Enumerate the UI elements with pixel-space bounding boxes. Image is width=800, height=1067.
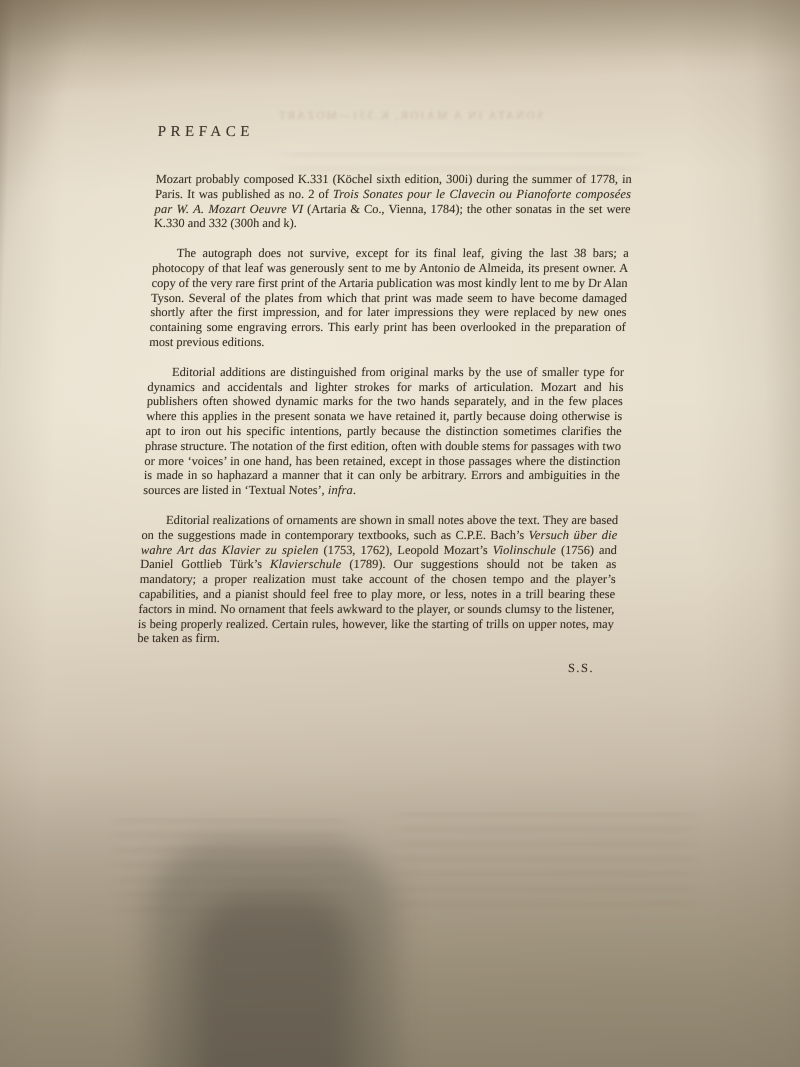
body-text: (Artaria & Co., Vienna, 1784); the other sonatas in the set were K.330 and 332 (300h and k). <box>153 201 631 231</box>
italic-title-text: Violinschule <box>492 542 557 557</box>
author-initials: S.S. <box>567 661 595 676</box>
italic-title-text: infra <box>327 483 354 498</box>
page-fold-shadow <box>0 0 122 366</box>
page-left-edge <box>0 0 90 1067</box>
body-text: (1756) and Daniel Gottlieb Türk’s <box>140 542 618 572</box>
italic-title-text: Versuch über die wahre Art das Klavier zu spielen <box>140 527 618 557</box>
preface-paragraph <box>143 365 624 498</box>
preface-text-block <box>136 124 634 676</box>
body-text: Mozart probably composed K.331 (Köchel sixth edition, 300i) during the summer of 1778, in Paris. It was published as no. 2 of <box>154 172 633 201</box>
body-text: (1753, 1762), Leopold Mozart’s <box>318 542 493 557</box>
body-text: (1789). Our suggestions should not be taken as mandatory; a proper realization must take account of the chosen tempo and the player’s capabilities, and a pianist should feel free to play more, or less, notes in a trill bearing these factors in mind. No ornament that feels awkward to the player, or sounds clumsy to the listener, is being properly realized. Certain rules, however, like the starting of trills on upper notes, may be taken as firm. <box>137 557 617 646</box>
photographer-phone-shadow <box>148 842 396 1067</box>
italic-title-text: Klavierschule <box>269 557 342 572</box>
ghost-showthrough-lines-bottom-right <box>385 812 705 912</box>
body-text: . <box>352 483 357 498</box>
preface-paragraph <box>137 513 618 646</box>
body-text: Editorial realizations of ornaments are shown in small notes above the text. They are based on the suggestions made in contemporary textbooks, such as C.P.E. Bach’s <box>141 512 619 542</box>
page-right-edge <box>680 0 800 1067</box>
preface-paragraph <box>149 246 629 350</box>
italic-title-text: Trois Sonates pour le Clavecin ou Pianoforte composées par W. A. Mozart Oeuvre VI <box>154 186 632 216</box>
body-text: The autograph does not survive, except for its final leaf, giving the last 38 bars; a photocopy of that leaf was generously sent to me by Antonio de Almeida, its present owner. A copy of the very rare first print of the Artaria publication was most kindly lent to me by Dr Alan Tyson. Several of the plates from which that print was made seem to have become damaged shortly after the first impression, and for later impressions they were replaced by new ones containing some engraving errors. This early print has been overlooked in the preparation of most previous editions. <box>148 246 630 349</box>
page-title: PREFACE <box>157 124 255 140</box>
ghost-showthrough-header: SONATA IN A MAJOR, K.331—MOZART <box>276 110 544 122</box>
preface-paragraphs <box>137 172 632 646</box>
phone-shadow-core <box>193 897 353 1067</box>
photo-top-shading <box>0 0 800 58</box>
body-text: Editorial additions are distinguished from original marks by the use of smaller type for dynamics and accidentals and lighter strokes for marks of articulation. Mozart and his publishers often showed dynamic marks for the two hands separately, and in the few places where this applies in the present sonata we have retained it, partly because doing otherwise is apt to iron out his specific intentions, partly because the distinction sometimes clarifies the phrase structure. The notation of the first edition, often with double stems for passages with two or more ‘voices’ in one hand, has been retained, except in those passages where the distinction is made in so haphazard a manner that it can only be arbitrary. Errors and ambiguities in the sources are listed in ‘Textual Notes’, <box>143 364 625 498</box>
ghost-showthrough-lines-bottom-left <box>105 818 355 916</box>
preface-paragraph <box>154 172 632 231</box>
photo-bottom-shading <box>0 770 800 1067</box>
